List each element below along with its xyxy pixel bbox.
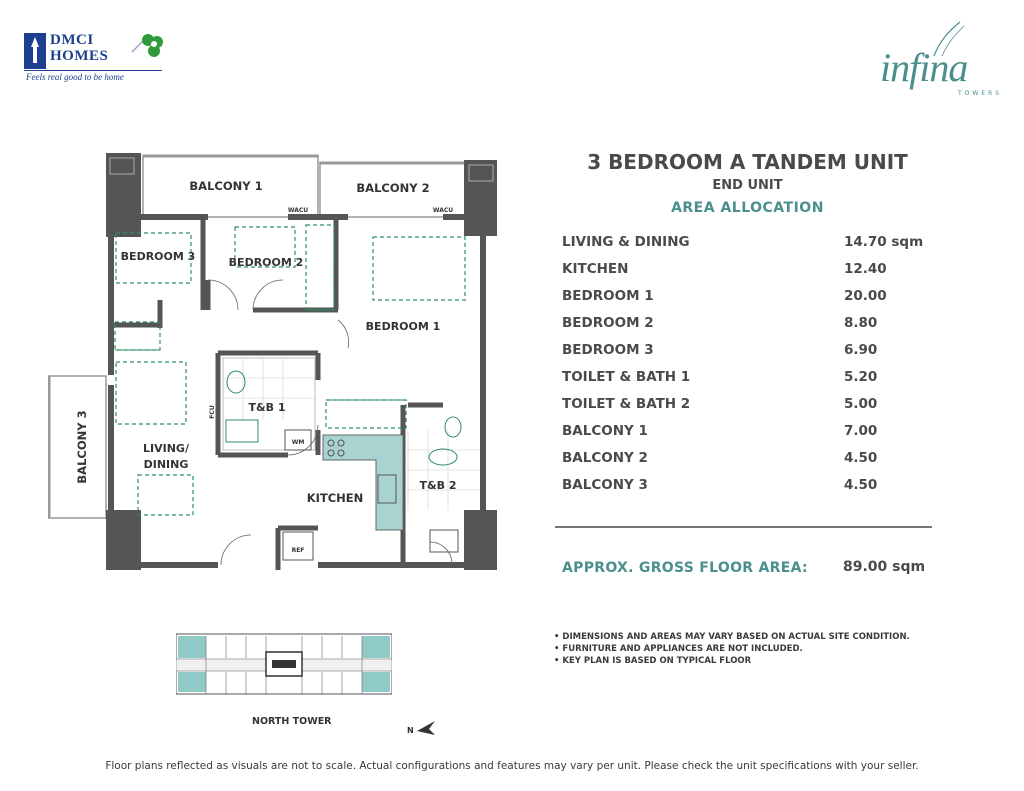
- area-label: BALCONY 1: [562, 423, 648, 439]
- area-value: 14.70 sqm: [844, 234, 924, 250]
- area-row: [562, 394, 962, 421]
- plan-label-wacu-1: WACU: [287, 207, 309, 214]
- north-arrow-icon: [405, 715, 445, 739]
- footer-disclaimer: Floor plans reflected as visuals are not to scale. Actual configurations and features may vary per unit. Please check the unit specifications with your seller.: [105, 760, 919, 772]
- infina-wordmark: infina: [880, 45, 968, 90]
- dmci-tagline: Feels real good to be home: [26, 72, 124, 82]
- area-allocation-heading: AREA ALLOCATION: [671, 200, 824, 216]
- area-label: TOILET & BATH 1: [562, 369, 691, 385]
- toilet-icon: [429, 449, 457, 465]
- infina-subtext: TOWERS: [958, 90, 1003, 97]
- area-label: BEDROOM 1: [562, 288, 654, 304]
- area-value: 5.20: [844, 369, 878, 385]
- plan-label-kitchen: KITCHEN: [306, 491, 364, 505]
- area-row: [562, 367, 962, 394]
- plan-label-bedroom1: BEDROOM 1: [365, 320, 441, 333]
- area-value: 5.00: [844, 396, 878, 412]
- area-value: 12.40: [844, 261, 887, 277]
- north-label: N: [407, 726, 414, 735]
- column: [464, 510, 497, 570]
- column: [106, 153, 141, 237]
- plan-label-balcony1: BALCONY 1: [189, 179, 263, 193]
- area-row: [562, 313, 962, 340]
- plan-label-fcu: FCU: [209, 405, 216, 419]
- gross-floor-area-value: 89.00 sqm: [843, 559, 926, 575]
- area-row: [562, 286, 962, 313]
- unit-title: 3 BEDROOM A TANDEM UNIT: [587, 150, 908, 174]
- area-row: [562, 232, 962, 259]
- column: [106, 510, 141, 570]
- area-row: [562, 421, 962, 448]
- plan-label-bedroom3: BEDROOM 3: [120, 250, 196, 263]
- dmci-name-line2: HOMES: [50, 48, 109, 64]
- area-label: BEDROOM 2: [562, 315, 654, 331]
- plan-label-balcony2: BALCONY 2: [356, 181, 430, 195]
- note-item: • DIMENSIONS AND AREAS MAY VARY BASED ON ACTUAL SITE CONDITION.: [554, 632, 910, 642]
- area-row: [562, 475, 962, 502]
- note-item: • FURNITURE AND APPLIANCES ARE NOT INCLUDED.: [554, 644, 803, 654]
- gross-floor-area-label: APPROX. GROSS FLOOR AREA:: [562, 560, 808, 576]
- toilet-icon: [227, 371, 245, 393]
- area-label: BALCONY 2: [562, 450, 648, 466]
- plan-label-wm: WM: [291, 439, 305, 446]
- area-value: 7.00: [844, 423, 878, 439]
- plan-label-balcony3: BALCONY 3: [75, 410, 89, 484]
- area-value: 4.50: [844, 477, 878, 493]
- leaf-icon: [130, 30, 164, 60]
- dmci-wordmark: [50, 32, 108, 64]
- kitchen-counter: [323, 435, 403, 530]
- area-row: [562, 340, 962, 367]
- floor-plan: [48, 150, 500, 575]
- area-value: 6.90: [844, 342, 878, 358]
- divider: [555, 526, 932, 528]
- area-allocation-list: [562, 232, 962, 502]
- dmci-emblem-icon: [24, 33, 46, 69]
- dmci-name-line1: DMCI: [50, 32, 94, 48]
- plan-label-living1: LIVING/: [143, 442, 189, 455]
- area-label: BALCONY 3: [562, 477, 648, 493]
- area-label: TOILET & BATH 2: [562, 396, 691, 412]
- area-label: KITCHEN: [562, 261, 629, 277]
- logo-rule: [24, 70, 162, 71]
- notes: [554, 631, 910, 667]
- lavatory-icon: [226, 420, 258, 442]
- area-row: [562, 448, 962, 475]
- refrigerator: [283, 532, 313, 560]
- dmci-homes-logo: [24, 30, 164, 85]
- key-plan: [176, 630, 392, 698]
- utility-box: [430, 530, 458, 552]
- area-value: 8.80: [844, 315, 878, 331]
- plan-label-living2: DINING: [143, 458, 189, 471]
- infina-towers-logo: [880, 20, 1003, 110]
- area-label: LIVING & DINING: [562, 234, 690, 250]
- area-row: [562, 259, 962, 286]
- plan-label-wacu-2: WACU: [432, 207, 454, 214]
- note-item: • KEY PLAN IS BASED ON TYPICAL FLOOR: [554, 656, 752, 666]
- plan-label-tb1: T&B 1: [248, 401, 286, 414]
- area-label: BEDROOM 3: [562, 342, 654, 358]
- keyplan-label: NORTH TOWER: [252, 716, 332, 727]
- unit-subtitle: END UNIT: [712, 178, 783, 193]
- plan-label-tb2: T&B 2: [419, 479, 457, 492]
- area-value: 4.50: [844, 450, 878, 466]
- lavatory-icon: [445, 417, 461, 437]
- area-value: 20.00: [844, 288, 887, 304]
- plan-label-bedroom2: BEDROOM 2: [228, 256, 304, 269]
- plan-label-ref: REF: [291, 547, 305, 554]
